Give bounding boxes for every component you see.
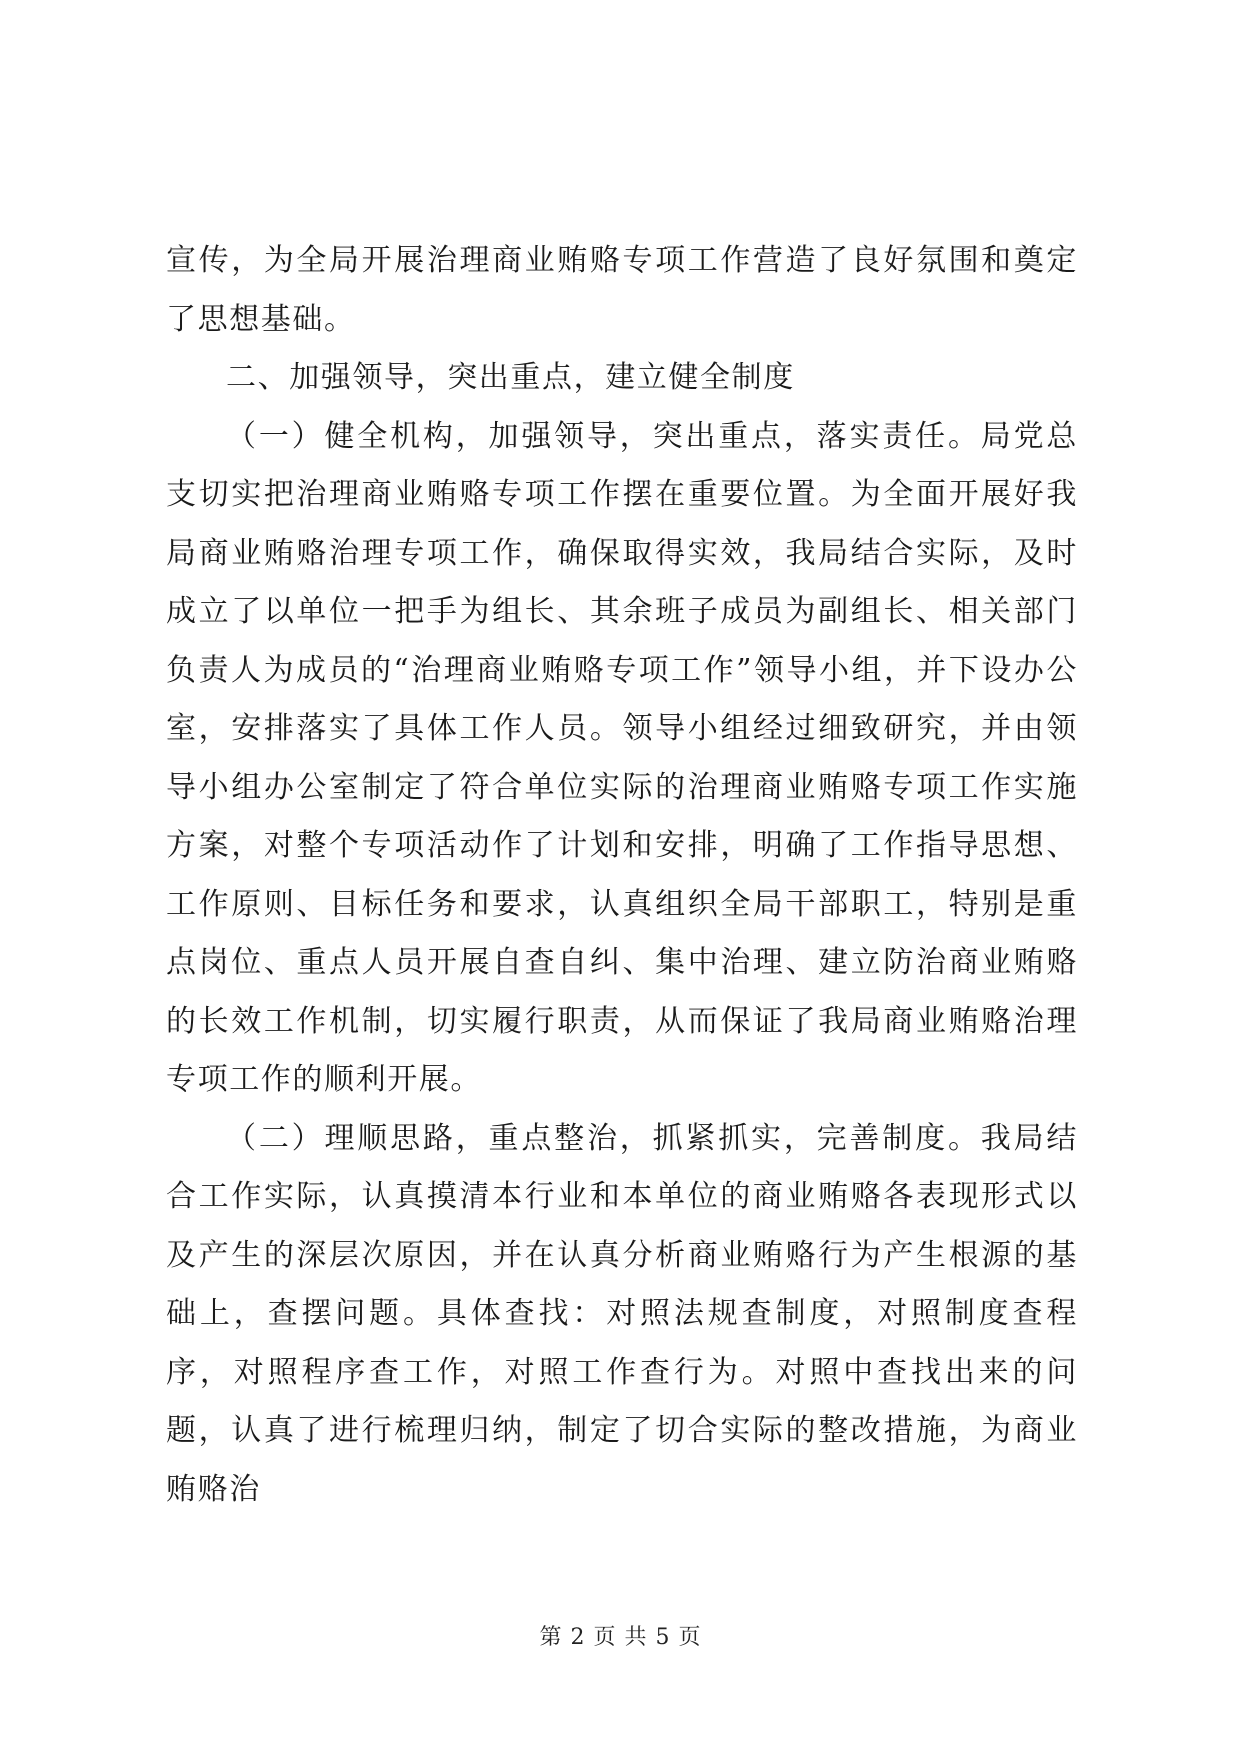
page-footer: 第 2 页 共 5 页 xyxy=(539,1625,702,1650)
paragraph-subsection-1: （一）健全机构，加强领导，突出重点，落实责任。局党总支切实把治理商业贿赂专项工作摆在重要位置。为全面开展好我局商业贿赂治理专项工作，确保取得实效，我局结合实际，及时成立了以单位一把手为组长、其余班子成员为副组长、相关部门负责人为成员的“治理商业贿赂专项工作”领导小组，并下设办公室，安排落实了具体工作人员。领导小组经过细致研究，并由领导小组办公室制定了符合单位实际的治理商业贿赂专项工作实施方案，对整个专项活动作了计划和安排，明确了工作指导思想、工作原则、目标任务和要求，认真组织全局干部职工，特别是重点岗位、重点人员开展自查自纠、集中治理、建立防治商业贿赂的长效工作机制，切实履行职责，从而保证了我局商业贿赂治理专项工作的顺利开展。 xyxy=(166,418,1078,1097)
document-body xyxy=(166,232,1078,1519)
section-heading: 二、加强领导，突出重点，建立健全制度 xyxy=(226,360,795,395)
paragraph-intro-continuation: 宣传，为全局开展治理商业贿赂专项工作营造了良好氛围和奠定了思想基础。 xyxy=(166,243,1078,337)
paragraph-subsection-2: （二）理顺思路，重点整治，抓紧抓实，完善制度。我局结合工作实际，认真摸清本行业和本单位的商业贿赂各表现形式以及产生的深层次原因，并在认真分析商业贿赂行为产生根源的基础上，查摆问题。具体查找：对照法规查制度，对照制度查程序，对照程序查工作，对照工作查行为。对照中查找出来的问题，认真了进行梳理归纳，制定了切合实际的整改措施，为商业贿赂治 xyxy=(166,1120,1078,1507)
